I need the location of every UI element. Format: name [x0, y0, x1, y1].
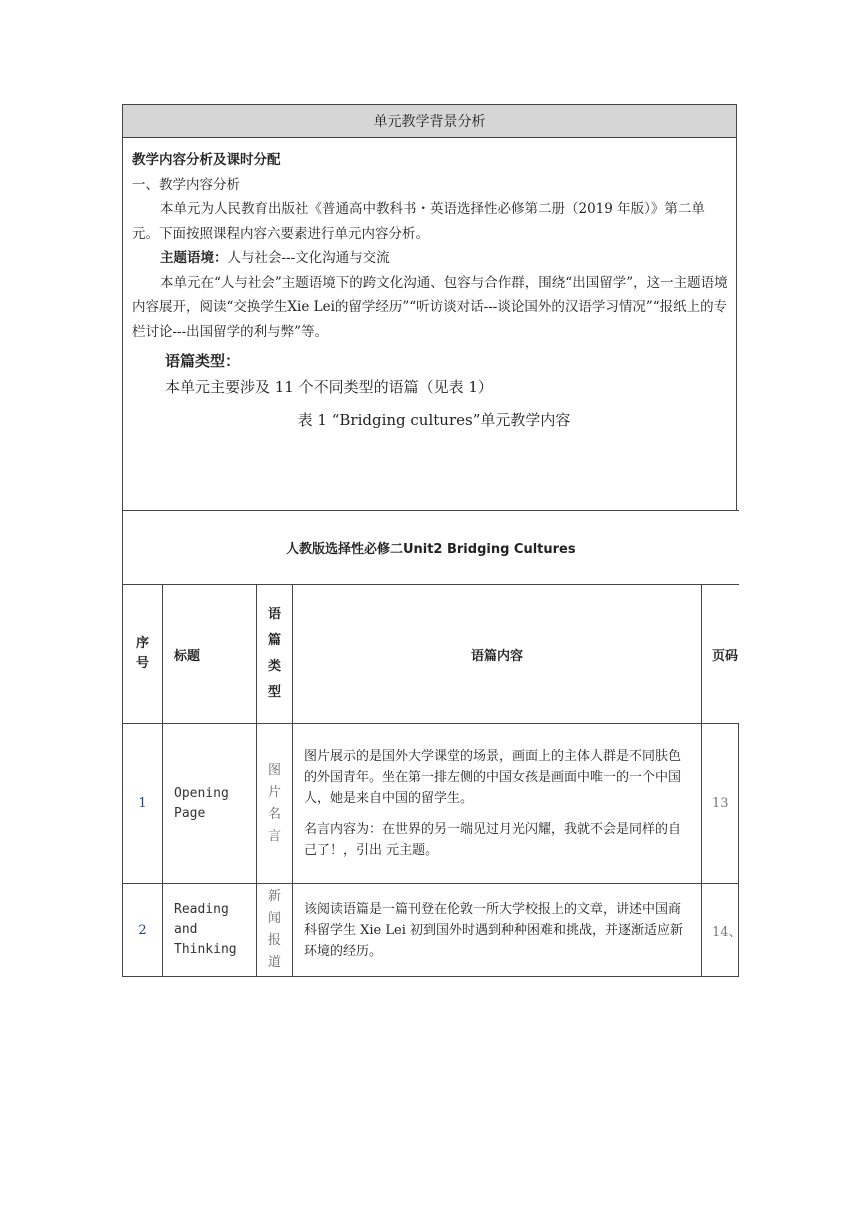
panel-body	[123, 138, 736, 433]
row-title: Reading and Thinking	[163, 884, 257, 977]
row-title: Opening Page	[163, 724, 257, 884]
header-genre	[257, 585, 293, 724]
table-row	[123, 724, 739, 884]
table-title: 人教版选择性必修二Unit2 Bridging Cultures	[123, 511, 739, 585]
row-genre	[257, 884, 293, 977]
row-content	[293, 884, 702, 977]
header-genre-label: 语篇类型	[267, 607, 281, 700]
header-page: 页码	[702, 585, 739, 724]
unit-content-table	[122, 510, 742, 977]
table-header-row	[123, 585, 739, 724]
row-number: 1	[123, 724, 163, 884]
table-row	[123, 884, 739, 977]
genre-title: 语篇类型：	[165, 352, 241, 370]
row-content	[293, 724, 702, 884]
header-title: 标题	[163, 585, 257, 724]
subsection-title: 一、教学内容分析	[132, 176, 240, 193]
theme-label: 主题语境：	[160, 250, 228, 266]
header-content: 语篇内容	[293, 585, 702, 724]
row-content-p1: 该阅读语篇是一篇刊登在伦敦一所大学校报上的文章，讲述中国商科留学生 Xie Lei 初到国外时遇到种种困难和挑战，并逐渐适应新环境的经历。	[304, 901, 683, 959]
row-genre-label: 图片名言	[267, 762, 281, 844]
row-number: 2	[123, 884, 163, 977]
header-num	[123, 585, 163, 724]
theme-line	[132, 246, 728, 271]
row-genre	[257, 724, 293, 884]
theme-paragraph: 本单元在“人与社会”主题语境下的跨文化沟通、包容与合作群，围绕“出国留学”，这一主题语境内容展开，阅读“交换学生Xie Lei的留学经历”“听访谈对话---谈论国外的汉语学习情况”“报纸上的专栏讨论---出国留学的利与弊”等。	[132, 274, 728, 340]
section-title: 教学内容分析及课时分配	[132, 152, 281, 168]
table-title-row	[123, 511, 739, 585]
background-analysis-panel	[122, 104, 737, 510]
row-page: 14、	[702, 884, 739, 977]
header-num-label: 序号	[135, 636, 149, 671]
intro-paragraph: 本单元为人民教育出版社《普通高中教科书・英语选择性必修第二册（2019 年版）》第二单元。下面按照课程内容六要素进行单元内容分析。	[132, 201, 705, 242]
row-page: 13	[702, 724, 739, 884]
panel-header: 单元教学背景分析	[123, 105, 736, 138]
row-content-p2: 名言内容为：在世界的另一端见过月光闪耀，我就不会是同样的自己了！，引出 元主题。	[304, 822, 682, 858]
row-genre-label: 新闻报道	[267, 889, 281, 970]
row-content-p1: 图片展示的是国外大学课堂的场景，画面上的主体人群是不同肤色的外国青年。坐在第一排左侧的中国女孩是画面中唯一的一个中国人，她是来自中国的留学生。	[304, 749, 682, 806]
table-caption: 表 1 “Bridging cultures”单元教学内容	[297, 411, 571, 429]
theme-text: 人与社会---文化沟通与交流	[227, 250, 390, 266]
genre-text: 本单元主要涉及 11 个不同类型的语篇（见表 1）	[165, 378, 493, 396]
